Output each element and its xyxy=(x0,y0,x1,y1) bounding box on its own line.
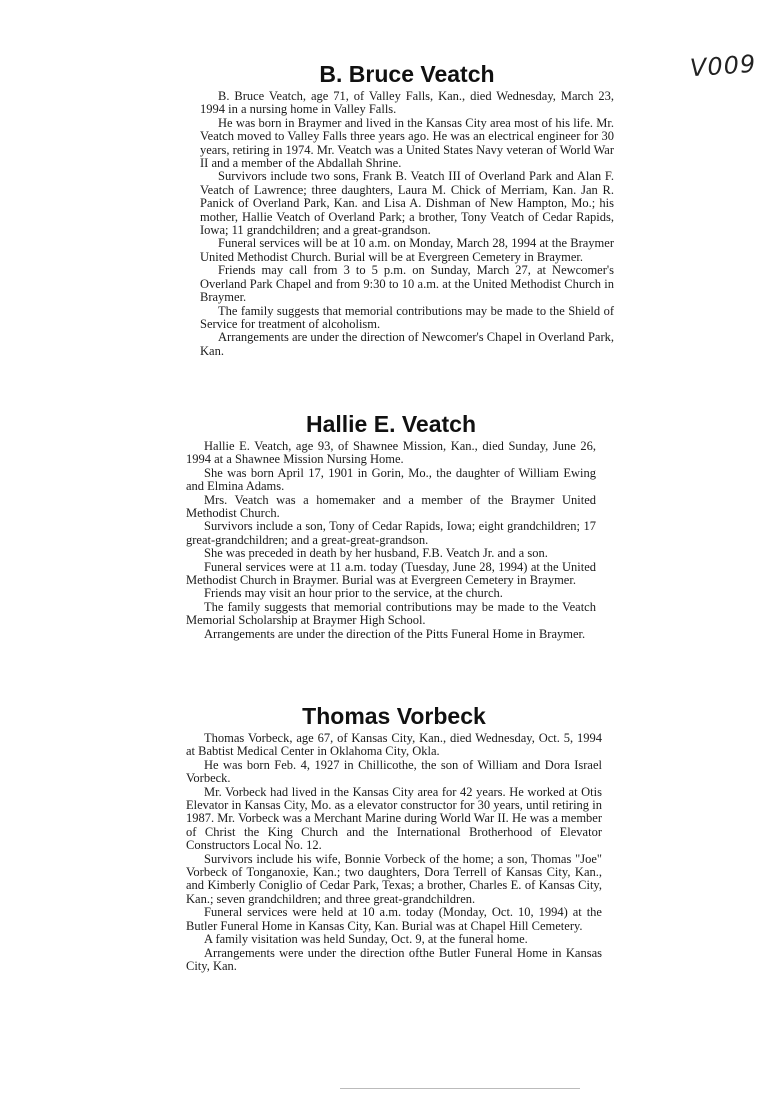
obituary-paragraph: Funeral services will be at 10 a.m. on Monday, March 28, 1994 at the Braymer United Methodist Church. Burial will be at Evergreen Cemetery in Braymer. xyxy=(200,236,614,264)
obituary-b-bruce-veatch xyxy=(200,60,614,358)
obituary-paragraph: He was born in Braymer and lived in the Kansas City area most of his life. Mr. Veatch moved to Valley Falls three years ago. He was an electrical engineer for 30 years, retiring in 1974. Mr. Veatch was a United States Navy veteran of World War II and a member of the Abdallah Shrine. xyxy=(200,115,614,171)
obituary-hallie-e-veatch xyxy=(186,410,596,641)
obituary-heading: B. Bruce Veatch xyxy=(319,61,495,87)
obituary-paragraph: Hallie E. Veatch, age 93, of Shawnee Mission, Kan., died Sunday, June 26, 1994 at a Shawnee Mission Nursing Home. xyxy=(186,439,596,467)
handwritten-page-code: V009 xyxy=(689,49,758,83)
obituary-paragraph: B. Bruce Veatch, age 71, of Valley Falls, Kan., died Wednesday, March 23, 1994 in a nursing home in Valley Falls. xyxy=(200,89,614,117)
obituary-paragraph: Friends may call from 3 to 5 p.m. on Sunday, March 27, at Newcomer's Overland Park Chapel and from 9:30 to 10 a.m. at the United Methodist Church in Braymer. xyxy=(200,263,614,305)
obituary-paragraph: A family visitation was held Sunday, Oct. 9, at the funeral home. xyxy=(204,932,528,947)
obituary-paragraph: Arrangements are under the direction of the Pitts Funeral Home in Braymer. xyxy=(204,626,586,641)
obituary-paragraph: The family suggests that memorial contributions may be made to the Veatch Memorial Scholarship at Braymer High School. xyxy=(186,599,596,628)
obituary-paragraph: Thomas Vorbeck, age 67, of Kansas City, Kan., died Wednesday, Oct. 5, 1994 at Babtist Medical Center in Oklahoma City, Okla. xyxy=(186,731,602,759)
obituary-paragraph: Mr. Vorbeck had lived in the Kansas City area for 42 years. He worked at Otis Elevator in Kansas City, Mo. as a elevator constructor for 30 years, until retiring in 1987. Mr. Vorbeck was a Merchant Marine during World War II. He was a member of Christ the King Church and the International Brotherhood of Elevator Constructors Local No. 12. xyxy=(186,784,602,853)
obituary-paragraph: The family suggests that memorial contributions may be made to the Shield of Service for treatment of alcoholism. xyxy=(200,303,614,331)
obituary-paragraph: Friends may visit an hour prior to the service, at the church. xyxy=(204,586,503,601)
obituary-heading: Thomas Vorbeck xyxy=(302,703,486,729)
obituary-paragraph: Arrangements are under the direction of Newcomer's Chapel in Overland Park, Kan. xyxy=(200,330,614,358)
obituary-paragraph: Funeral services were held at 10 a.m. today (Monday, Oct. 10, 1994) at the Butler Funeral Home in Kansas City, Kan. Burial was at Chapel Hill Cemetery. xyxy=(186,905,602,933)
obituary-paragraph: Survivors include two sons, Frank B. Veatch III of Overland Park and Alan F. Veatch of Lawrence; three daughters, Laura M. Chick of Merriam, Kan. Jan R. Panick of Overland Park, Kan. and Lisa A. Dishman of New Hampton, Mo.; his mother, Hallie Veatch of Overland Park; a brother, Tony Veatch of Cedar Rapids, Iowa; 11 grandchildren; and a great-grandson. xyxy=(200,169,614,238)
obituary-paragraph: She was preceded in death by her husband, F.B. Veatch Jr. and a son. xyxy=(204,546,548,561)
obituary-paragraph: He was born Feb. 4, 1927 in Chillicothe, the son of William and Dora Israel Vorbeck. xyxy=(186,757,602,786)
obituary-thomas-vorbeck xyxy=(186,702,602,973)
obituary-heading: Hallie E. Veatch xyxy=(305,411,477,437)
obituary-paragraph: Survivors include his wife, Bonnie Vorbeck of the home; a son, Thomas "Joe" Vorbeck of Tonganoxie, Kan.; two daughters, Dora Terrell of Kansas City, Kan., and Kimberly Coniglio of Cedar Park, Texas; a brother, Charles E. of Kansas City, Kan.; seven grandchildren; and three great-grandchildren. xyxy=(186,851,602,906)
obituary-paragraph: Survivors include a son, Tony of Cedar Rapids, Iowa; eight grandchildren; 17 great-grandchildren; and a great-great-grandson. xyxy=(186,519,596,547)
obituary-paragraph: Arrangements were under the direction ofthe Butler Funeral Home in Kansas City, Kan. xyxy=(186,945,602,973)
bottom-divider xyxy=(340,1088,580,1089)
obituary-paragraph: Funeral services were at 11 a.m. today (Tuesday, June 28, 1994) at the United Methodist Church in Braymer. Burial was at Evergreen Cemetery in Braymer. xyxy=(186,559,596,588)
obituary-paragraph: She was born April 17, 1901 in Gorin, Mo., the daughter of William Ewing and Elmina Adams. xyxy=(186,465,596,494)
obituary-paragraph: Mrs. Veatch was a homemaker and a member of the Braymer United Methodist Church. xyxy=(186,492,596,521)
